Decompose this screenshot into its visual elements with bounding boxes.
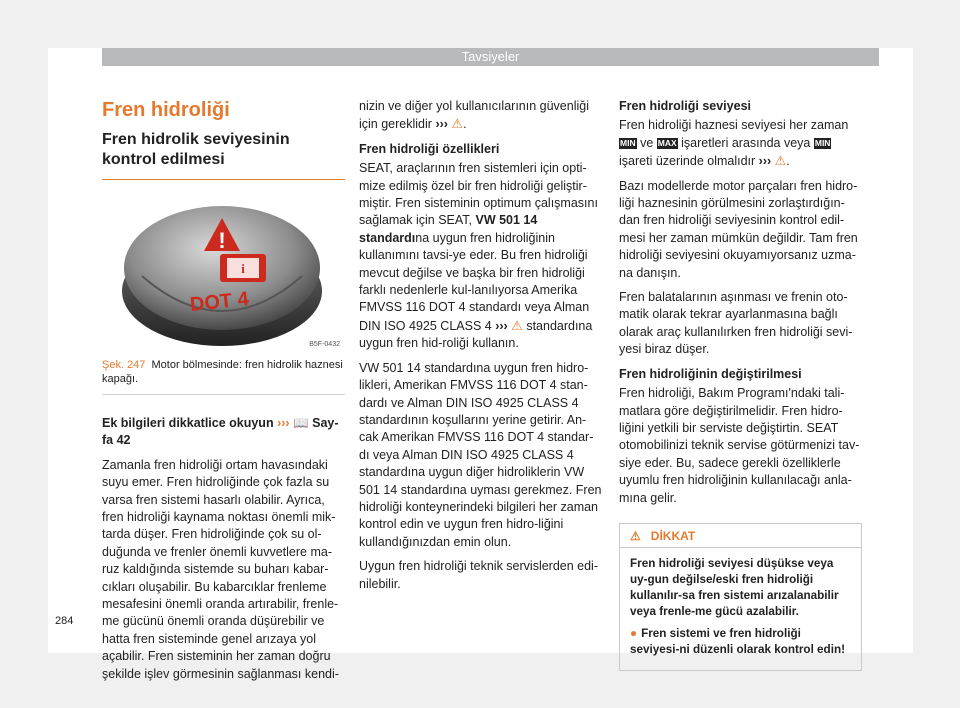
level-paragraph-1: Fren hidroliği haznesi seviyesi her zaman MIN ve MAX işaretleri arasında veya MIN işareti üzerinde olmalıdır ››› ⚠. xyxy=(619,118,849,169)
level-heading: Fren hidroliği seviyesi xyxy=(619,99,751,113)
safety-continuation: nizin ve diğer yol kullanıcılarının güvenliği için gereklidir ››› ⚠. xyxy=(359,99,589,132)
max-mark-icon: MAX xyxy=(657,137,677,148)
column-right xyxy=(619,98,862,671)
min-mark-icon: MIN xyxy=(620,137,636,148)
spec-standard-bold: VW 501 14 standardı xyxy=(359,213,538,245)
arrow-ref: ››› xyxy=(495,318,508,333)
level-text-c: işareti üzerinde olmalıdır xyxy=(619,154,756,169)
page-title: Fren hidroliği xyxy=(102,99,230,121)
warning-triangle-icon: ⚠ xyxy=(630,528,641,543)
column-middle xyxy=(359,98,602,600)
arrow-ref: ››› xyxy=(758,154,772,169)
spec-text-a: SEAT, araçlarının fren sistemleri için opti-mize edilmiş özel bir fren hidroliği geliştir-miştir. Fren sisteminin optimum çalışmasını sağlamak için SEAT, xyxy=(359,161,598,228)
warning-triangle-icon: ⚠ xyxy=(451,116,464,132)
see-prefix: Ek bilgileri dikkatlice okuyun xyxy=(102,416,274,430)
warning-triangle-icon: ⚠ xyxy=(774,153,787,169)
figure-caption xyxy=(102,358,345,395)
spec-paragraph-1 xyxy=(359,160,602,352)
figure-caption-text: Motor bölmesinde: fren hidrolik haznesi kapağı. xyxy=(102,359,343,385)
chapter-header: Tavsiyeler xyxy=(102,48,879,66)
brake-cap-illustration xyxy=(102,196,345,351)
warning-text-1: Fren hidroliği seviyesi düşükse veya uy-gun değilse/eski fren hidroliği kullanılır-sa fren sistemi arızalanabilir veya frenle-me gücü azalabilir. xyxy=(630,556,839,618)
figure-number: Şek. 247 xyxy=(102,359,146,371)
spec-heading: Fren hidroliği özellikleri xyxy=(359,141,500,156)
level-text-a: Fren hidroliği haznesi seviyesi her zaman xyxy=(619,118,849,133)
brake-fluid-cap-figure xyxy=(102,196,345,351)
intro-paragraph: Zamanla fren hidroliği ortam havasındaki suyu emer. Fren hidroliğinde çok fazla su varsa fren sistemi hasarlı olabilir. Ayrıca, fren hidroliği kaynama noktası önemli mik-tarda düşer. Fren hidroliğinde çok su ol-duğunda ve frenler önemli kuvvetlere ma-ruz kaldığında sistemde su buharı kabar-cıkları oluşabilir. Bu kabarcıklar frenleme mesafesini önemli oranda artırabilir, frenle-me gücünü önemli oranda düşürebilir ve hatta fren sisteminde genel arızaya yol açabilir. Fren sisteminin her zaman doğru şekilde işlev görmesinin sağlanması kendi- xyxy=(102,457,339,681)
section-title: Fren hidrolik seviyesinin kontrol edilmesi xyxy=(102,130,345,180)
warning-body xyxy=(620,548,861,670)
spec-paragraph-3: Uygun fren hidroliği teknik servislerden edi-nilebilir. xyxy=(359,559,599,591)
warning-text-2: Fren sistemi ve fren hidroliği seviyesi-ni düzenli olarak kontrol edin! xyxy=(630,626,845,656)
svg-text:!: ! xyxy=(218,228,226,253)
level-paragraph-2: Bazı modellerde motor parçaları fren hidro-liği haznesinin görülmesini zorlaştırdığın-dan fren hidroliği seviyesinin kontrol edil-mesi her zaman mümkün değildir. Tam fren hidroliği seviyesini okuyamıyorsanız uzma-na danışın. xyxy=(619,178,858,280)
warning-box xyxy=(619,523,862,671)
book-icon: 📖 xyxy=(293,416,309,430)
level-paragraph-3: Fren balatalarının aşınması ve frenin oto-matik olarak tekrar ayarlanmasına bağlı olarak araç kullanılırken fren hidroliği sevi-yesi biraz düşer. xyxy=(619,290,853,357)
level-text-b: işaretleri arasında veya xyxy=(681,135,811,150)
warning-header xyxy=(620,524,861,548)
figure-code: B5F-0432 xyxy=(309,341,340,348)
svg-text:i: i xyxy=(241,261,245,276)
bullet-icon: ● xyxy=(630,626,638,640)
see-arrow: ››› xyxy=(277,416,290,430)
column-left xyxy=(102,78,345,690)
spec-paragraph-2: VW 501 14 standardına uygun fren hidro-likleri, Amerikan FMVSS 116 DOT 4 stan-dardı ve Alman DIN ISO 4925 CLASS 4 standardının koşullarını yerine getirir. An-cak Amerikan FMVSS 116 DOT 4 standar-dı veya Alman DIN ISO 4925 CLASS 4 standardına uygun diğer hidroliklerin VW 501 14 standardına uyması gerekmez. Fren hidroliği konteynerindeki bilgileri her zaman kontrol edin ve uygun fren hidro-liğini kullandığınızdan emin olun. xyxy=(359,360,602,549)
see-reference xyxy=(102,415,345,450)
warning-bullet xyxy=(630,626,851,658)
level-text-ve: ve xyxy=(640,135,654,150)
warning-title: DİKKAT xyxy=(650,528,696,543)
document-page xyxy=(48,48,913,681)
safety-text: nizin ve diğer yol kullanıcılarının güvenliği için gereklidir xyxy=(359,99,589,132)
page-number: 284 xyxy=(55,615,74,627)
spec-text-c: standardına uygun fren hid-roliği kullanın. xyxy=(359,318,593,351)
warning-triangle-icon: ⚠ xyxy=(511,317,523,333)
min-mark-icon: MIN xyxy=(814,137,831,148)
arrow-ref: ››› xyxy=(435,117,448,132)
see-page-link[interactable]: Say-fa 42 xyxy=(102,416,339,448)
change-paragraph: Fren hidroliği, Bakım Programı'ndaki tali-matlara göre değiştirilmelidir. Fren hidro-liğini yetkili bir serviste değiştirtin. SEAT otomobilinizi teknik servise götürmenizi tav-siye eder. Bu, sadece gerekli özelliklerle uyumlu fren hidroliğinin kullanılacağı anla-mına gelir. xyxy=(619,386,860,505)
change-heading: Fren hidroliğinin değiştirilmesi xyxy=(619,366,802,381)
spec-text-b: na uygun fren hidroliğinin kullanımını tavsi-ye eder. Bu fren hidroliği mevcut değilse ve başka bir fren hidroliği farklı nedenlerle kul-lanılıyorsa Amerika FMVSS 116 DOT 4 standardı veya Alman DIN ISO 4925 CLASS 4 xyxy=(359,230,590,333)
dot4-label: DOT 4 xyxy=(188,288,250,317)
